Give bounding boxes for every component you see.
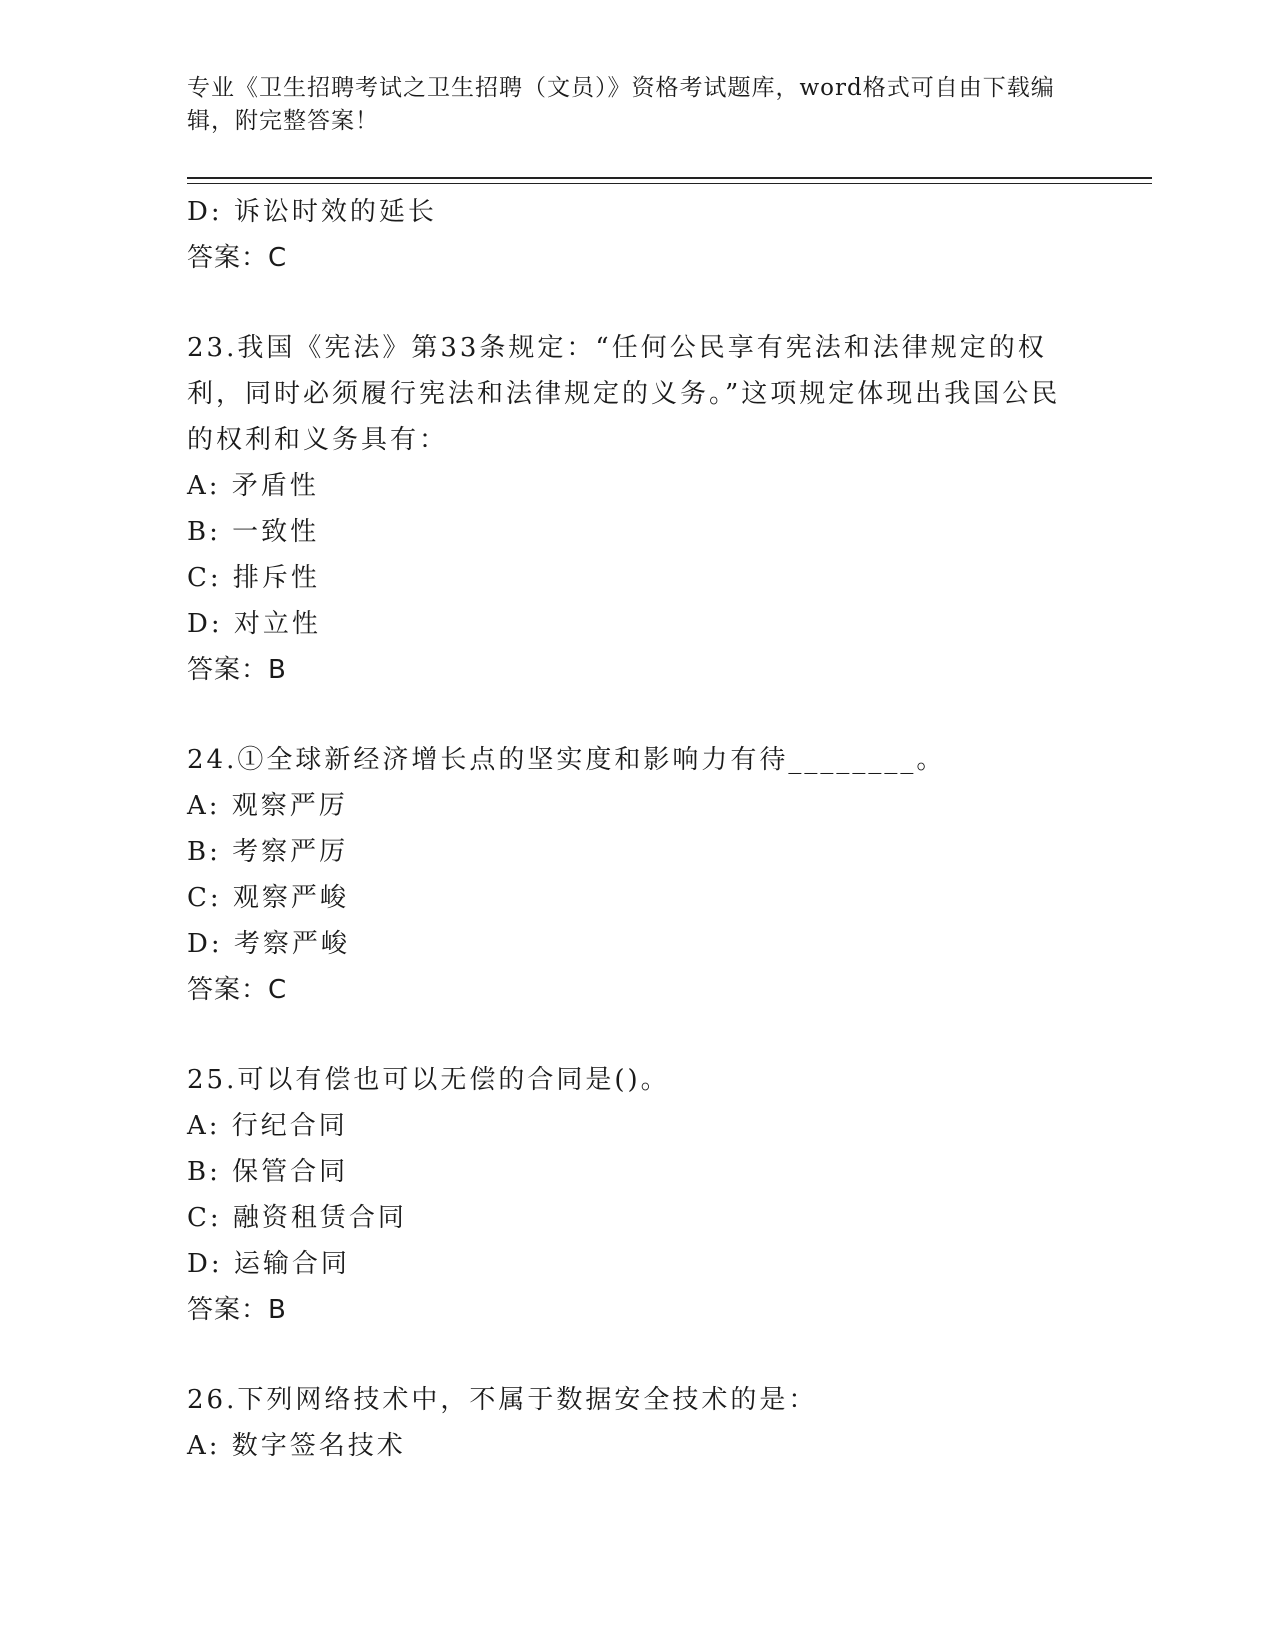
option-b: B: 考察严厉 (187, 837, 349, 867)
answer-line: 答案：C (187, 975, 288, 1005)
document-header: 专业《卫生招聘考试之卫生招聘（文员）》资格考试题库，word格式可自由下载编辑，附完整答案！ (187, 75, 1055, 134)
question-stem: 24.①全球新经济增长点的坚实度和影响力有待________。 (187, 745, 946, 775)
header-divider-thick (187, 177, 1152, 179)
option-c: C: 融资租赁合同 (187, 1203, 407, 1233)
option-a: A: 行纪合同 (187, 1111, 348, 1141)
document-body (187, 189, 1067, 1469)
option-d: D: 考察严峻 (187, 929, 350, 959)
question-23 (187, 325, 1067, 693)
option-a: A: 数字签名技术 (187, 1431, 406, 1461)
question-stem: 23.我国《宪法》第33条规定：“任何公民享有宪法和法律规定的权利，同时必须履行宪法和法律规定的义务。”这项规定体现出我国公民的权利和义务具有： (187, 333, 1061, 455)
option-d: D: 诉讼时效的延长 (187, 197, 437, 227)
option-a: A: 矛盾性 (187, 471, 319, 501)
option-d: D: 对立性 (187, 609, 321, 639)
option-d: D: 运输合同 (187, 1249, 350, 1279)
option-c: C: 排斥性 (187, 563, 320, 593)
question-stem: 25.可以有偿也可以无偿的合同是()。 (187, 1065, 670, 1095)
answer-line: 答案：B (187, 655, 287, 685)
option-a: A: 观察严厉 (187, 791, 348, 821)
question-24 (187, 737, 1067, 1013)
option-b: B: 一致性 (187, 517, 320, 547)
answer-line: 答案：B (187, 1295, 287, 1325)
question-26 (187, 1377, 1067, 1469)
option-b: B: 保管合同 (187, 1157, 349, 1187)
option-c: C: 观察严峻 (187, 883, 349, 913)
header-divider-thin (187, 183, 1152, 184)
question-stem: 26.下列网络技术中，不属于数据安全技术的是： (187, 1385, 818, 1415)
previous-question-tail (187, 189, 1067, 281)
answer-line: 答案：C (187, 243, 288, 273)
question-25 (187, 1057, 1067, 1333)
